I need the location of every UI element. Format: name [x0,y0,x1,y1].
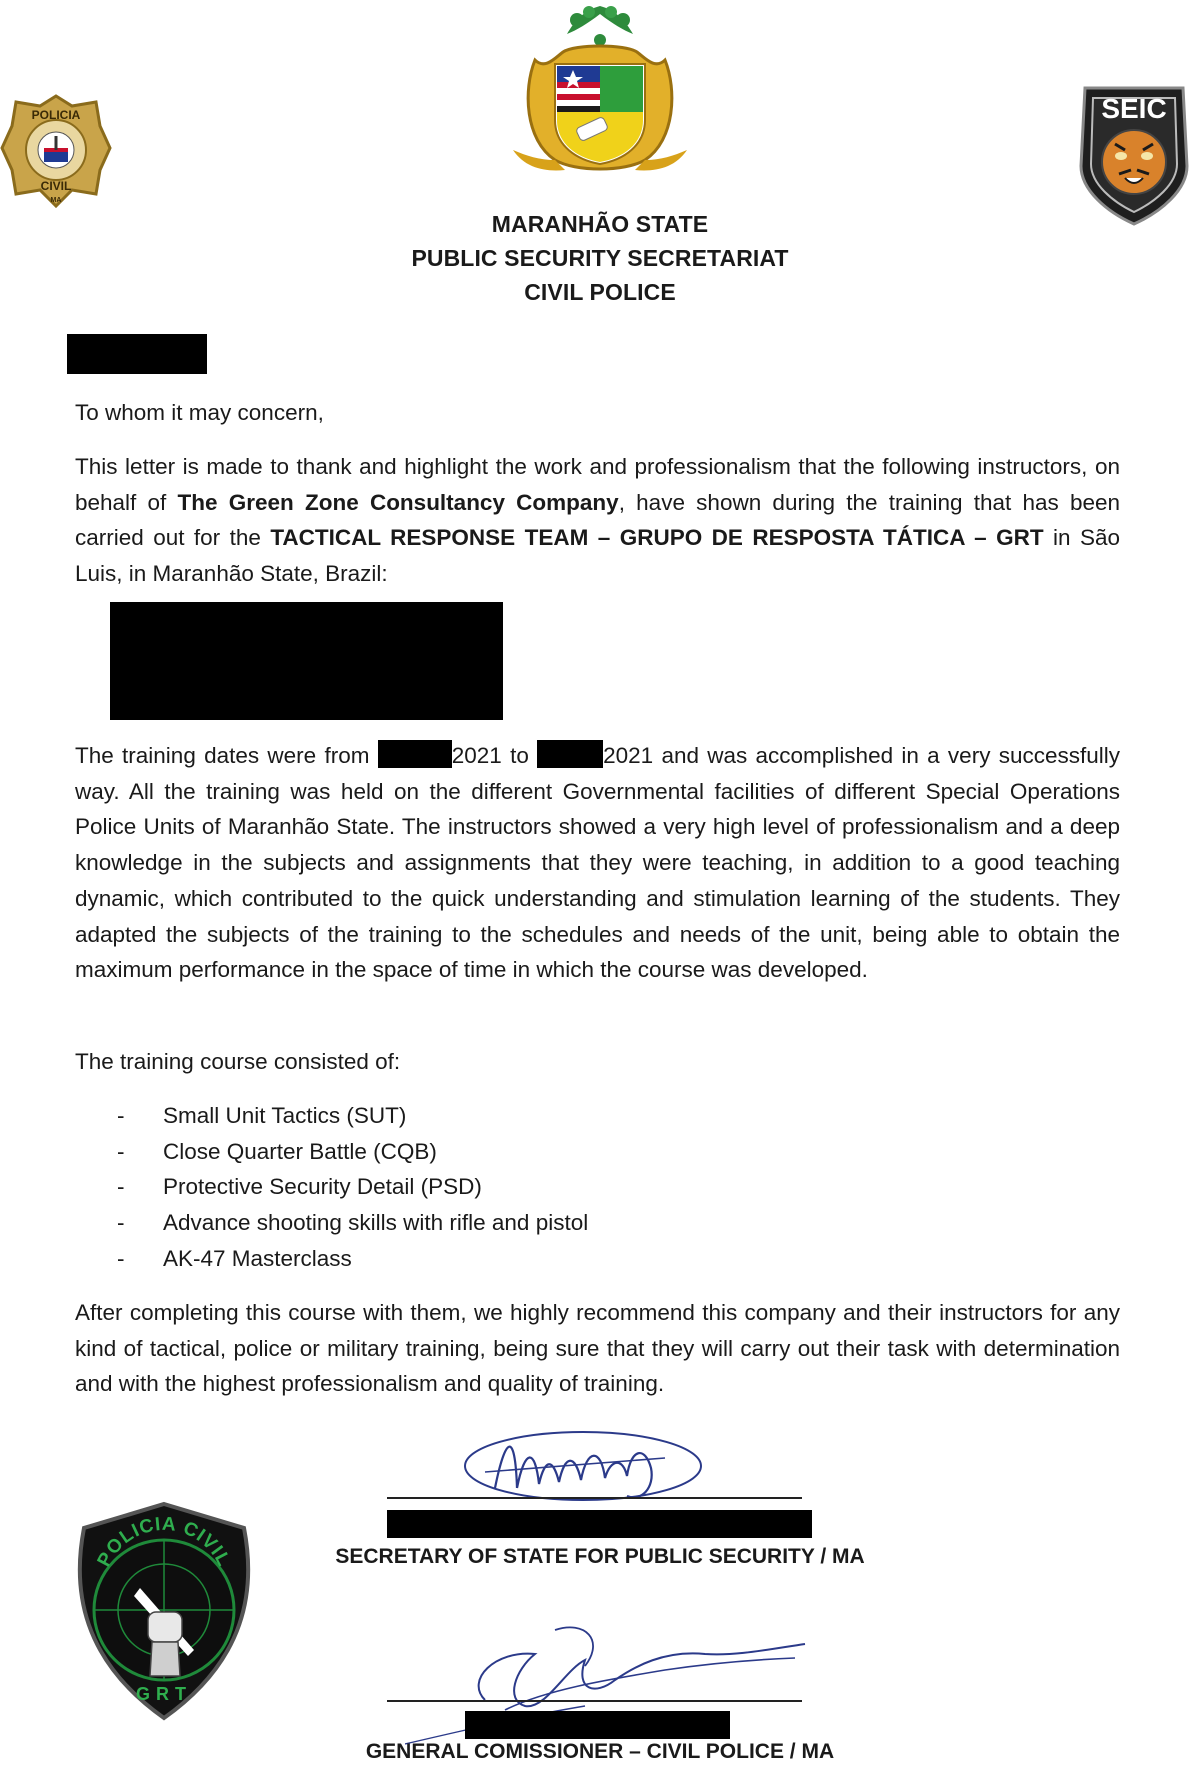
signatory-1-title: SECRETARY OF STATE FOR PUBLIC SECURITY / MA [335,1545,865,1568]
course-list [75,1098,1120,1277]
list-item [75,1134,1120,1170]
list-dash: - [117,1103,125,1128]
list-dash: - [117,1174,125,1200]
list-dash: - [117,1138,125,1164]
redacted-start-date [378,740,452,768]
heading-secretariat: PUBLIC SECURITY SECRETARIAT [411,245,789,271]
letterhead-title [0,207,1200,309]
course-item-label: AK-47 Masterclass [163,1245,352,1271]
list-dash: - [117,1245,125,1271]
seic-badge-logo [1075,78,1193,226]
signatory-2-title: GENERAL COMISSIONER – CIVIL POLICE / MA [365,1740,835,1763]
paragraph-intro [75,449,1120,592]
team-name: TACTICAL RESPONSE TEAM – GRUPO DE RESPOSTA TÁTICA – GRT [270,525,1044,551]
redacted-signatory-1 [387,1510,812,1538]
paragraph-recommendation: After completing this course with them, we highly recommend this company and their instructors for any kind of tactical, police or military training, being sure that they will carry out their task with determination and with the highest professionalism and quality of training. [75,1300,1120,1397]
signature-line-2 [387,1700,802,1702]
list-dash: - [117,1210,125,1236]
dates-text: The training dates were from [75,743,378,768]
redacted-instructor-names [110,602,503,720]
svg-text:GRT: GRT [136,1684,192,1704]
list-item [75,1169,1120,1205]
svg-text:POLICIA: POLICIA [31,108,81,122]
course-item-label: Small Unit Tactics (SUT) [163,1103,407,1128]
company-name: The Green Zone Consultancy Company [177,489,619,515]
redacted-signatory-2 [465,1711,730,1739]
heading-civil-police: CIVIL POLICE [524,279,676,305]
redacted-end-date [537,740,603,768]
redacted-block [67,334,207,374]
intro-text-3: in São Luis, in Maranhão State, Brazil: [75,525,1120,587]
policia-civil-badge-logo [0,92,112,210]
course-item-label: Close Quarter Battle (CQB) [163,1138,437,1164]
end-year: 2021 [603,743,654,768]
heading-state: MARANHÃO STATE [491,211,709,237]
signature-line-1 [387,1497,802,1499]
course-item-label: Advance shooting skills with rifle and pistol [163,1210,589,1236]
paragraph-training-dates [75,738,1120,988]
list-item [75,1205,1120,1241]
course-item-label: Protective Security Detail (PSD) [163,1174,482,1200]
dates-text-2: and was accomplished in a very successfully way. All the training was held on the different Governmental facilities of different Special Operations Police Units of Maranhão State. The instructors showed a very high level of professionalism and a deep knowledge in the subjects and assignments that they were teaching, in addition to a good teaching dynamic, which contributed to the quick understanding and stimulation learning of the students. They adapted the subjects of the training to the schedules and needs of the unit, being able to obtain the maximum performance in the space of time in which the course was developed. [75,743,1120,983]
intro-text-2: , have shown during the training that has been carried out for the [75,489,1120,551]
dates-to: to [501,743,538,768]
svg-text:MA: MA [50,197,62,204]
signature-1-icon [455,1418,710,1516]
intro-text: This letter is made to thank and highlight the work and professionalism that the following instructors, on behalf of [75,454,1120,515]
course-intro: The training course consisted of: [75,1049,401,1074]
grt-policia-civil-badge-logo [68,1500,260,1722]
svg-text:POLICIA CIVIL: POLICIA CIVIL [93,1513,235,1571]
coat-of-arms-icon [505,0,695,178]
list-item [75,1241,1120,1277]
svg-text:SEIC: SEIC [1101,93,1167,124]
salutation: To whom it may concern, [75,400,324,425]
start-year: 2021 [451,743,502,768]
svg-text:CIVIL: CIVIL [40,179,72,193]
list-item [75,1098,1120,1134]
